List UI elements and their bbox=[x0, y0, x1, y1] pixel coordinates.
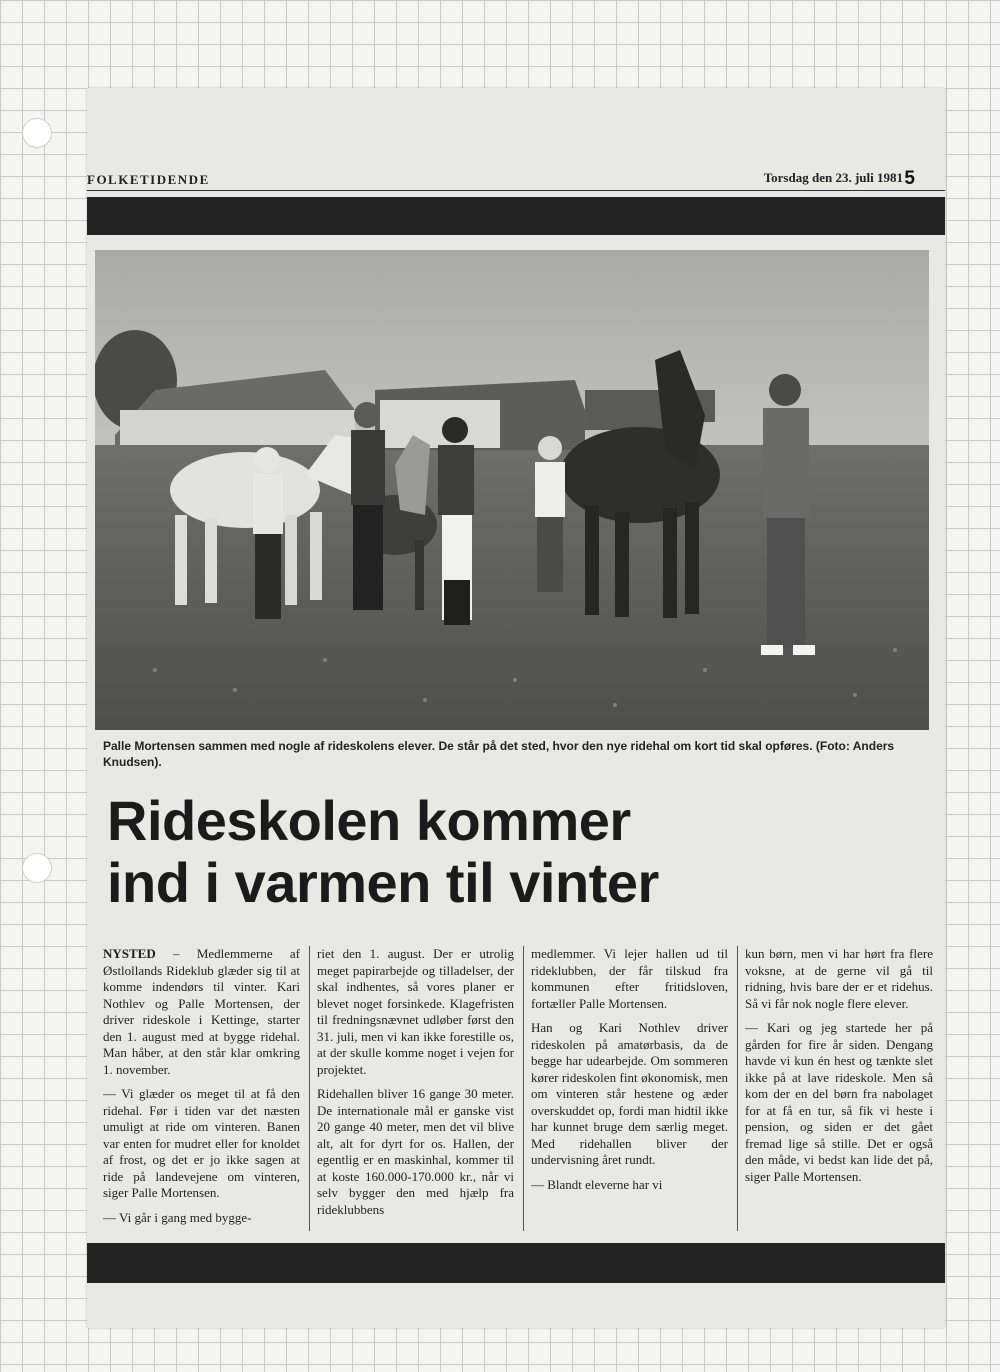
article-paragraph: Ridehallen bliver 16 gange 30 meter. De internationale mål er ganske vist 20 gange 40 meter, men det vil blive alt, alt for dyrt for os. Hallen, der egentlig er en maskinhal, kommer til at koste 160.000-170.000 kr., når vi selv bygger den med hjælp fra rideklubbens bbox=[317, 1086, 514, 1217]
newspaper-clipping bbox=[87, 88, 945, 1328]
article-column-2 bbox=[317, 946, 514, 1236]
column-rule bbox=[737, 946, 738, 1231]
headline bbox=[107, 790, 907, 914]
article-column-4 bbox=[745, 946, 933, 1236]
paper-name: FOLKETIDENDE bbox=[87, 172, 210, 187]
article-column-3 bbox=[531, 946, 728, 1236]
page-number: 5 bbox=[904, 168, 915, 189]
article-paragraph: Han og Kari Nothlev driver rideskolen på amatørbasis, da de begge har udearbejde. Om sommeren kører rideskolen fint økonomisk, men om vinteren står hestene og æder overskuddet op, fordi man hidtil ikke har kunnet bruge dem særlig meget. Med ridehallen bliver der undervisning året rundt. bbox=[531, 1020, 728, 1167]
black-band-top bbox=[87, 197, 945, 235]
black-band-bottom bbox=[87, 1243, 945, 1283]
issue-date: Torsdag den 23. juli 1981 bbox=[763, 170, 903, 185]
article-paragraph: — Blandt eleverne har vi bbox=[531, 1176, 663, 1192]
article-paragraph: medlemmer. Vi lejer hallen ud til rideklubben, der får tilskud fra kommunen efter fritidsloven, fortæller Palle Mortensen. bbox=[531, 946, 728, 1011]
article-paragraph: — Vi glæder os meget til at få den ridehal. Før i tiden var det næsten umuligt at ride om vinteren. Banen var enten for mudret eller for knoldet af frost, og det er jo ikke sagen at ride på landevejene om vinteren, siger Palle Mortensen. bbox=[103, 1086, 300, 1200]
article-paragraph: — Kari og jeg startede her på gården for fire år siden. Dengang havde vi kun én hest og tænkte slet ikke på at lave rideskole. Men så kom der en del børn fra nabolaget for at få en tur, så fik vi heste i pension, og siden er det gået fremad lige så stille. Det er også den måde, vi bedst kan lide det på, siger Palle Mortensen. bbox=[745, 1020, 933, 1184]
article-column-1 bbox=[103, 946, 300, 1236]
article-paragraph bbox=[103, 946, 300, 1078]
article-body bbox=[103, 946, 933, 1236]
article-paragraph: riet den 1. august. Der er utrolig meget papirarbejde og tilladelser, der skal indhentes, så vores planer er blevet noget forsinkede. Klagefristen til fredningsnævnet udløber først den 31. juli, men vi kan ikke forestille os, at der skulle komme noget i vejen for projektet. bbox=[317, 946, 514, 1077]
paragraph-text: – Medlemmerne af Østlollands Rideklub glæder sig til at komme indendørs til vinter. Kari Nothlev og Palle Mortensen, der driver rideskole i Kettinge, starter den 1. august med at bygge ridehal. Man håber, at den står klar omkring 1. november. bbox=[103, 946, 300, 1077]
column-rule bbox=[309, 946, 310, 1231]
punch-hole-top bbox=[22, 118, 52, 148]
photo-horses-riders-icon bbox=[95, 250, 929, 730]
headline-line-2: ind i varmen til vinter bbox=[107, 851, 659, 914]
dateline: NYSTED bbox=[103, 946, 156, 961]
photo-caption: Palle Mortensen sammen med nogle af rideskolens elever. De står på det sted, hvor den nye ridehal om kort tid skal opføres. (Foto: Anders Knudsen). bbox=[103, 739, 895, 769]
headline-line-1: Rideskolen kommer bbox=[107, 789, 631, 852]
column-rule bbox=[523, 946, 524, 1231]
article-paragraph: kun børn, men vi har hørt fra flere voksne, at de gerne vil gå til ridning, hvis bare der er et ridehus. Så vi får nok nogle flere elever. bbox=[745, 946, 933, 1011]
masthead bbox=[87, 160, 945, 191]
punch-hole-bottom bbox=[22, 853, 52, 883]
article-paragraph: — Vi går i gang med bygge- bbox=[103, 1209, 252, 1225]
news-photo bbox=[95, 250, 929, 730]
